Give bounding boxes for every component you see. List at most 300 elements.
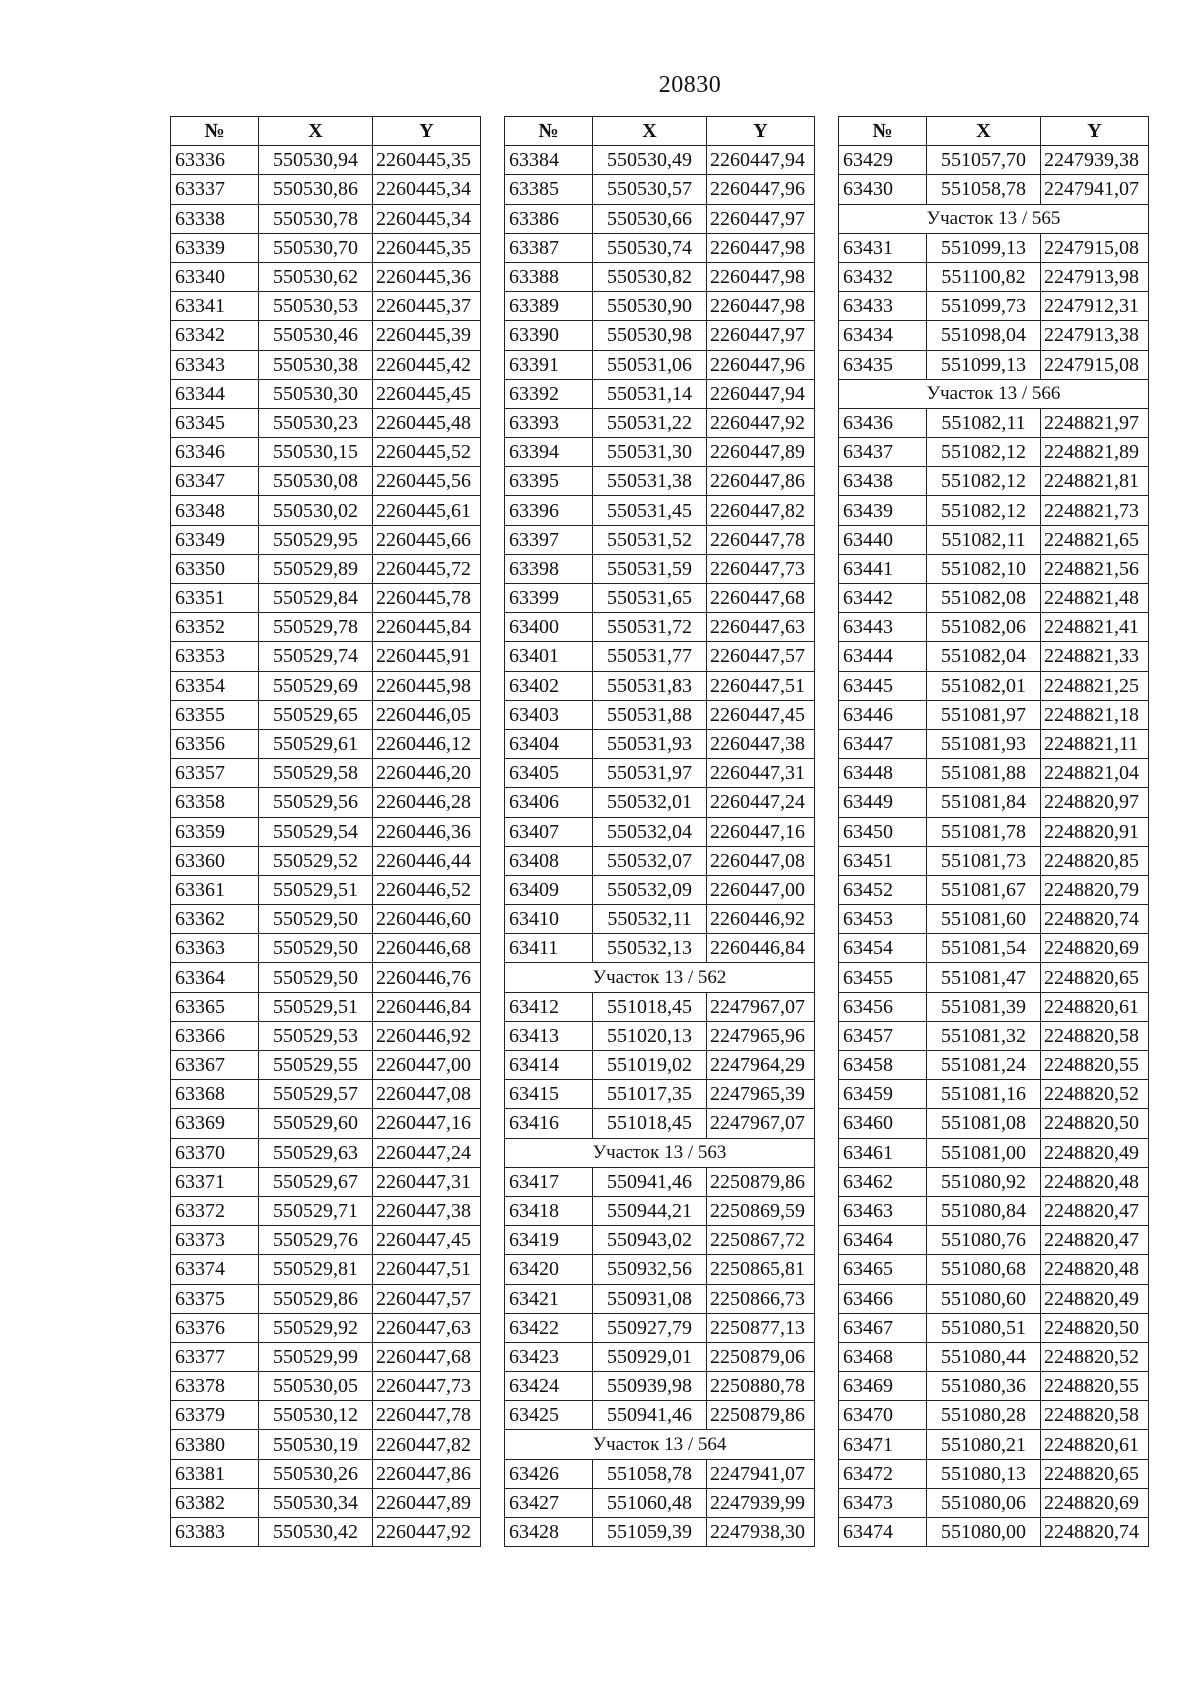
table-row — [171, 934, 481, 963]
table-row — [505, 175, 815, 204]
point-number-cell: 63444 — [839, 642, 927, 671]
point-number-cell: 63385 — [505, 175, 593, 204]
x-coordinate-cell: 551080,13 — [927, 1459, 1041, 1488]
point-number-cell: 63336 — [171, 146, 259, 175]
x-coordinate-cell: 551019,02 — [593, 1051, 707, 1080]
y-coordinate-cell: 2247967,07 — [707, 992, 815, 1021]
x-coordinate-cell: 551081,24 — [927, 1051, 1041, 1080]
x-coordinate-cell: 550531,22 — [593, 408, 707, 437]
table-row — [839, 1255, 1149, 1284]
y-coordinate-cell: 2248820,79 — [1041, 875, 1149, 904]
x-coordinate-cell: 551080,06 — [927, 1488, 1041, 1517]
table-row — [171, 817, 481, 846]
x-coordinate-cell: 550531,97 — [593, 759, 707, 788]
y-coordinate-cell: 2260447,24 — [373, 1138, 481, 1167]
y-coordinate-cell: 2260447,45 — [373, 1226, 481, 1255]
table-row — [505, 233, 815, 262]
y-coordinate-cell: 2248820,52 — [1041, 1342, 1149, 1371]
point-number-cell: 63373 — [171, 1226, 259, 1255]
y-coordinate-cell: 2260447,94 — [707, 379, 815, 408]
table-row — [505, 1051, 815, 1080]
point-number-cell: 63402 — [505, 671, 593, 700]
table-row — [171, 992, 481, 1021]
table-row — [839, 642, 1149, 671]
table-row — [171, 1284, 481, 1313]
x-coordinate-cell: 550531,93 — [593, 729, 707, 758]
point-number-cell: 63376 — [171, 1313, 259, 1342]
table-row — [171, 408, 481, 437]
y-coordinate-cell: 2248821,73 — [1041, 496, 1149, 525]
table-row — [839, 175, 1149, 204]
table-row — [171, 1313, 481, 1342]
table-row — [505, 817, 815, 846]
table-row — [839, 321, 1149, 350]
x-coordinate-cell: 550532,09 — [593, 875, 707, 904]
y-coordinate-cell: 2260447,00 — [373, 1051, 481, 1080]
section-title: Участок 13 / 563 — [505, 1138, 815, 1167]
y-coordinate-cell: 2260447,31 — [373, 1167, 481, 1196]
table-row — [505, 408, 815, 437]
table-row — [839, 1313, 1149, 1342]
table-row — [839, 759, 1149, 788]
y-coordinate-cell: 2260445,84 — [373, 613, 481, 642]
table-row — [171, 1518, 481, 1547]
x-coordinate-cell: 551080,84 — [927, 1196, 1041, 1225]
point-number-cell: 63355 — [171, 700, 259, 729]
y-coordinate-cell: 2247938,30 — [707, 1518, 815, 1547]
point-number-cell: 63424 — [505, 1372, 593, 1401]
y-coordinate-cell: 2260446,20 — [373, 759, 481, 788]
x-coordinate-cell: 551082,12 — [927, 438, 1041, 467]
y-coordinate-cell: 2260445,37 — [373, 292, 481, 321]
point-number-cell: 63456 — [839, 992, 927, 1021]
point-number-cell: 63359 — [171, 817, 259, 846]
y-coordinate-cell: 2248821,11 — [1041, 729, 1149, 758]
x-coordinate-cell: 551100,82 — [927, 262, 1041, 291]
point-number-cell: 63396 — [505, 496, 593, 525]
point-number-cell: 63470 — [839, 1401, 927, 1430]
y-coordinate-cell: 2248820,85 — [1041, 846, 1149, 875]
point-number-cell: 63377 — [171, 1342, 259, 1371]
x-coordinate-cell: 550530,66 — [593, 204, 707, 233]
point-number-cell: 63378 — [171, 1372, 259, 1401]
x-coordinate-cell: 550529,61 — [259, 729, 373, 758]
point-number-cell: 63350 — [171, 554, 259, 583]
table-row — [839, 613, 1149, 642]
table-row — [505, 1459, 815, 1488]
header-row — [171, 117, 481, 146]
point-number-cell: 63343 — [171, 350, 259, 379]
x-coordinate-cell: 550530,74 — [593, 233, 707, 262]
x-coordinate-cell: 551082,01 — [927, 671, 1041, 700]
x-coordinate-cell: 551082,12 — [927, 467, 1041, 496]
point-number-cell: 63460 — [839, 1109, 927, 1138]
x-coordinate-cell: 550529,54 — [259, 817, 373, 846]
point-number-cell: 63434 — [839, 321, 927, 350]
x-coordinate-cell: 550529,60 — [259, 1109, 373, 1138]
table-row — [171, 1051, 481, 1080]
y-coordinate-cell: 2250877,13 — [707, 1313, 815, 1342]
table-row — [505, 1109, 815, 1138]
header-x: X — [927, 117, 1041, 146]
x-coordinate-cell: 550529,74 — [259, 642, 373, 671]
point-number-cell: 63474 — [839, 1518, 927, 1547]
x-coordinate-cell: 551080,51 — [927, 1313, 1041, 1342]
y-coordinate-cell: 2247964,29 — [707, 1051, 815, 1080]
x-coordinate-cell: 550529,69 — [259, 671, 373, 700]
table-row — [505, 350, 815, 379]
x-coordinate-cell: 550530,98 — [593, 321, 707, 350]
y-coordinate-cell: 2248820,50 — [1041, 1109, 1149, 1138]
table-row — [839, 1080, 1149, 1109]
y-coordinate-cell: 2247967,07 — [707, 1109, 815, 1138]
y-coordinate-cell: 2260445,61 — [373, 496, 481, 525]
x-coordinate-cell: 551080,92 — [927, 1167, 1041, 1196]
x-coordinate-cell: 550531,30 — [593, 438, 707, 467]
table-row — [505, 875, 815, 904]
table-row — [171, 525, 481, 554]
x-coordinate-cell: 550529,55 — [259, 1051, 373, 1080]
table-row — [839, 1051, 1149, 1080]
point-number-cell: 63369 — [171, 1109, 259, 1138]
table-row — [505, 262, 815, 291]
point-number-cell: 63457 — [839, 1021, 927, 1050]
coordinate-table-2 — [504, 116, 815, 1547]
y-coordinate-cell: 2247913,98 — [1041, 262, 1149, 291]
point-number-cell: 63386 — [505, 204, 593, 233]
y-coordinate-cell: 2248820,69 — [1041, 934, 1149, 963]
point-number-cell: 63425 — [505, 1401, 593, 1430]
point-number-cell: 63367 — [171, 1051, 259, 1080]
y-coordinate-cell: 2250879,86 — [707, 1167, 815, 1196]
table-body — [505, 146, 815, 1547]
point-number-cell: 63420 — [505, 1255, 593, 1284]
table-row — [171, 467, 481, 496]
x-coordinate-cell: 551099,13 — [927, 350, 1041, 379]
x-coordinate-cell: 550530,30 — [259, 379, 373, 408]
point-number-cell: 63383 — [171, 1518, 259, 1547]
x-coordinate-cell: 550529,65 — [259, 700, 373, 729]
y-coordinate-cell: 2247912,31 — [1041, 292, 1149, 321]
y-coordinate-cell: 2260447,00 — [707, 875, 815, 904]
point-number-cell: 63358 — [171, 788, 259, 817]
table-row — [505, 905, 815, 934]
table-row — [505, 992, 815, 1021]
x-coordinate-cell: 551020,13 — [593, 1021, 707, 1050]
y-coordinate-cell: 2260445,52 — [373, 438, 481, 467]
point-number-cell: 63393 — [505, 408, 593, 437]
point-number-cell: 63450 — [839, 817, 927, 846]
point-number-cell: 63364 — [171, 963, 259, 992]
point-number-cell: 63455 — [839, 963, 927, 992]
y-coordinate-cell: 2247941,07 — [707, 1459, 815, 1488]
table-row — [171, 1488, 481, 1517]
table-row — [839, 1488, 1149, 1517]
x-coordinate-cell: 550529,50 — [259, 963, 373, 992]
table-row — [171, 1109, 481, 1138]
header-x: X — [593, 117, 707, 146]
y-coordinate-cell: 2260447,51 — [707, 671, 815, 700]
y-coordinate-cell: 2260447,51 — [373, 1255, 481, 1284]
point-number-cell: 63454 — [839, 934, 927, 963]
y-coordinate-cell: 2250865,81 — [707, 1255, 815, 1284]
y-coordinate-cell: 2260445,78 — [373, 584, 481, 613]
point-number-cell: 63407 — [505, 817, 593, 846]
table-row — [505, 729, 815, 758]
table-row — [505, 146, 815, 175]
x-coordinate-cell: 550529,95 — [259, 525, 373, 554]
section-title: Участок 13 / 566 — [839, 379, 1149, 408]
x-coordinate-cell: 551081,47 — [927, 963, 1041, 992]
y-coordinate-cell: 2260447,96 — [707, 350, 815, 379]
y-coordinate-cell: 2260445,34 — [373, 175, 481, 204]
x-coordinate-cell: 550529,51 — [259, 992, 373, 1021]
table-row — [171, 613, 481, 642]
y-coordinate-cell: 2260447,73 — [373, 1372, 481, 1401]
point-number-cell: 63347 — [171, 467, 259, 496]
point-number-cell: 63372 — [171, 1196, 259, 1225]
table-row — [839, 992, 1149, 1021]
table-row — [839, 554, 1149, 583]
x-coordinate-cell: 551080,68 — [927, 1255, 1041, 1284]
table-row — [505, 1284, 815, 1313]
x-coordinate-cell: 551081,73 — [927, 846, 1041, 875]
coordinate-tables — [170, 116, 1150, 1586]
table-row — [171, 233, 481, 262]
table-row — [839, 292, 1149, 321]
page-number: 20830 — [658, 72, 722, 98]
y-coordinate-cell: 2260447,38 — [707, 729, 815, 758]
point-number-cell: 63417 — [505, 1167, 593, 1196]
x-coordinate-cell: 550530,62 — [259, 262, 373, 291]
y-coordinate-cell: 2260447,31 — [707, 759, 815, 788]
x-coordinate-cell: 550931,08 — [593, 1284, 707, 1313]
y-coordinate-cell: 2260447,16 — [707, 817, 815, 846]
point-number-cell: 63440 — [839, 525, 927, 554]
table-row — [839, 729, 1149, 758]
point-number-cell: 63472 — [839, 1459, 927, 1488]
x-coordinate-cell: 550529,51 — [259, 875, 373, 904]
y-coordinate-cell: 2260447,98 — [707, 262, 815, 291]
y-coordinate-cell: 2260447,78 — [707, 525, 815, 554]
point-number-cell: 63412 — [505, 992, 593, 1021]
section-row — [505, 1430, 815, 1459]
y-coordinate-cell: 2260445,35 — [373, 146, 481, 175]
table-row — [839, 934, 1149, 963]
point-number-cell: 63387 — [505, 233, 593, 262]
point-number-cell: 63390 — [505, 321, 593, 350]
y-coordinate-cell: 2248820,61 — [1041, 1430, 1149, 1459]
x-coordinate-cell: 550943,02 — [593, 1226, 707, 1255]
y-coordinate-cell: 2248820,55 — [1041, 1051, 1149, 1080]
point-number-cell: 63442 — [839, 584, 927, 613]
table-row — [505, 584, 815, 613]
table-row — [171, 1401, 481, 1430]
x-coordinate-cell: 550530,26 — [259, 1459, 373, 1488]
table-row — [839, 467, 1149, 496]
point-number-cell: 63403 — [505, 700, 593, 729]
x-coordinate-cell: 550530,08 — [259, 467, 373, 496]
point-number-cell: 63398 — [505, 554, 593, 583]
y-coordinate-cell: 2260447,08 — [707, 846, 815, 875]
x-coordinate-cell: 550929,01 — [593, 1342, 707, 1371]
point-number-cell: 63409 — [505, 875, 593, 904]
point-number-cell: 63451 — [839, 846, 927, 875]
y-coordinate-cell: 2260447,97 — [707, 321, 815, 350]
header-row — [839, 117, 1149, 146]
point-number-cell: 63348 — [171, 496, 259, 525]
point-number-cell: 63342 — [171, 321, 259, 350]
x-coordinate-cell: 551081,67 — [927, 875, 1041, 904]
table-row — [505, 700, 815, 729]
x-coordinate-cell: 551098,04 — [927, 321, 1041, 350]
table-row — [839, 1430, 1149, 1459]
x-coordinate-cell: 551082,04 — [927, 642, 1041, 671]
table-row — [171, 875, 481, 904]
point-number-cell: 63419 — [505, 1226, 593, 1255]
y-coordinate-cell: 2260447,63 — [707, 613, 815, 642]
point-number-cell: 63405 — [505, 759, 593, 788]
x-coordinate-cell: 550529,89 — [259, 554, 373, 583]
x-coordinate-cell: 551058,78 — [593, 1459, 707, 1488]
point-number-cell: 63408 — [505, 846, 593, 875]
table-row — [505, 1342, 815, 1371]
point-number-cell: 63375 — [171, 1284, 259, 1313]
y-coordinate-cell: 2260445,66 — [373, 525, 481, 554]
x-coordinate-cell: 550530,53 — [259, 292, 373, 321]
point-number-cell: 63389 — [505, 292, 593, 321]
x-coordinate-cell: 550530,90 — [593, 292, 707, 321]
y-coordinate-cell: 2250866,73 — [707, 1284, 815, 1313]
y-coordinate-cell: 2248820,97 — [1041, 788, 1149, 817]
table-row — [839, 438, 1149, 467]
x-coordinate-cell: 551082,10 — [927, 554, 1041, 583]
x-coordinate-cell: 550531,88 — [593, 700, 707, 729]
x-coordinate-cell: 550529,71 — [259, 1196, 373, 1225]
y-coordinate-cell: 2248821,89 — [1041, 438, 1149, 467]
y-coordinate-cell: 2248821,48 — [1041, 584, 1149, 613]
y-coordinate-cell: 2248820,58 — [1041, 1401, 1149, 1430]
y-coordinate-cell: 2250879,86 — [707, 1401, 815, 1430]
y-coordinate-cell: 2260447,16 — [373, 1109, 481, 1138]
y-coordinate-cell: 2260447,86 — [373, 1459, 481, 1488]
point-number-cell: 63427 — [505, 1488, 593, 1517]
table-row — [839, 408, 1149, 437]
y-coordinate-cell: 2248821,65 — [1041, 525, 1149, 554]
table-row — [505, 1488, 815, 1517]
y-coordinate-cell: 2247939,99 — [707, 1488, 815, 1517]
x-coordinate-cell: 550529,67 — [259, 1167, 373, 1196]
y-coordinate-cell: 2248821,33 — [1041, 642, 1149, 671]
table-body — [839, 146, 1149, 1547]
y-coordinate-cell: 2260446,05 — [373, 700, 481, 729]
y-coordinate-cell: 2260447,89 — [707, 438, 815, 467]
point-number-cell: 63413 — [505, 1021, 593, 1050]
x-coordinate-cell: 550531,83 — [593, 671, 707, 700]
x-coordinate-cell: 550529,78 — [259, 613, 373, 642]
table-row — [839, 1196, 1149, 1225]
table-row — [171, 1080, 481, 1109]
coordinate-table-3 — [838, 116, 1149, 1547]
table-row — [839, 1021, 1149, 1050]
y-coordinate-cell: 2260447,63 — [373, 1313, 481, 1342]
y-coordinate-cell: 2248820,91 — [1041, 817, 1149, 846]
point-number-cell: 63438 — [839, 467, 927, 496]
y-coordinate-cell: 2247915,08 — [1041, 350, 1149, 379]
x-coordinate-cell: 550530,05 — [259, 1372, 373, 1401]
x-coordinate-cell: 550530,38 — [259, 350, 373, 379]
y-coordinate-cell: 2248821,56 — [1041, 554, 1149, 583]
x-coordinate-cell: 550529,56 — [259, 788, 373, 817]
x-coordinate-cell: 550529,81 — [259, 1255, 373, 1284]
y-coordinate-cell: 2260447,82 — [373, 1430, 481, 1459]
y-coordinate-cell: 2248820,48 — [1041, 1167, 1149, 1196]
section-row — [505, 1138, 815, 1167]
y-coordinate-cell: 2260447,38 — [373, 1196, 481, 1225]
x-coordinate-cell: 550941,46 — [593, 1167, 707, 1196]
table-row — [171, 146, 481, 175]
x-coordinate-cell: 551081,08 — [927, 1109, 1041, 1138]
table-row — [839, 700, 1149, 729]
x-coordinate-cell: 550529,53 — [259, 1021, 373, 1050]
point-number-cell: 63379 — [171, 1401, 259, 1430]
point-number-cell: 63391 — [505, 350, 593, 379]
table-row — [505, 321, 815, 350]
point-number-cell: 63441 — [839, 554, 927, 583]
point-number-cell: 63388 — [505, 262, 593, 291]
x-coordinate-cell: 550531,52 — [593, 525, 707, 554]
x-coordinate-cell: 550932,56 — [593, 1255, 707, 1284]
x-coordinate-cell: 550531,72 — [593, 613, 707, 642]
y-coordinate-cell: 2260447,45 — [707, 700, 815, 729]
table-row — [505, 934, 815, 963]
y-coordinate-cell: 2260445,91 — [373, 642, 481, 671]
y-coordinate-cell: 2260447,68 — [707, 584, 815, 613]
header-y: Y — [373, 117, 481, 146]
x-coordinate-cell: 550530,02 — [259, 496, 373, 525]
table-row — [171, 584, 481, 613]
point-number-cell: 63370 — [171, 1138, 259, 1167]
y-coordinate-cell: 2250880,78 — [707, 1372, 815, 1401]
point-number-cell: 63448 — [839, 759, 927, 788]
x-coordinate-cell: 551081,84 — [927, 788, 1041, 817]
y-coordinate-cell: 2260445,45 — [373, 379, 481, 408]
point-number-cell: 63431 — [839, 233, 927, 262]
table-row — [171, 642, 481, 671]
point-number-cell: 63423 — [505, 1342, 593, 1371]
y-coordinate-cell: 2260446,84 — [707, 934, 815, 963]
point-number-cell: 63399 — [505, 584, 593, 613]
table-row — [839, 817, 1149, 846]
x-coordinate-cell: 550531,77 — [593, 642, 707, 671]
y-coordinate-cell: 2260446,52 — [373, 875, 481, 904]
y-coordinate-cell: 2248820,65 — [1041, 963, 1149, 992]
section-row — [505, 963, 815, 992]
table-row — [839, 233, 1149, 262]
y-coordinate-cell: 2248820,52 — [1041, 1080, 1149, 1109]
y-coordinate-cell: 2248821,25 — [1041, 671, 1149, 700]
table-row — [505, 204, 815, 233]
point-number-cell: 63443 — [839, 613, 927, 642]
point-number-cell: 63337 — [171, 175, 259, 204]
y-coordinate-cell: 2247965,96 — [707, 1021, 815, 1050]
x-coordinate-cell: 551099,13 — [927, 233, 1041, 262]
table-row — [505, 1167, 815, 1196]
x-coordinate-cell: 551082,11 — [927, 525, 1041, 554]
point-number-cell: 63428 — [505, 1518, 593, 1547]
y-coordinate-cell: 2248820,69 — [1041, 1488, 1149, 1517]
x-coordinate-cell: 551059,39 — [593, 1518, 707, 1547]
